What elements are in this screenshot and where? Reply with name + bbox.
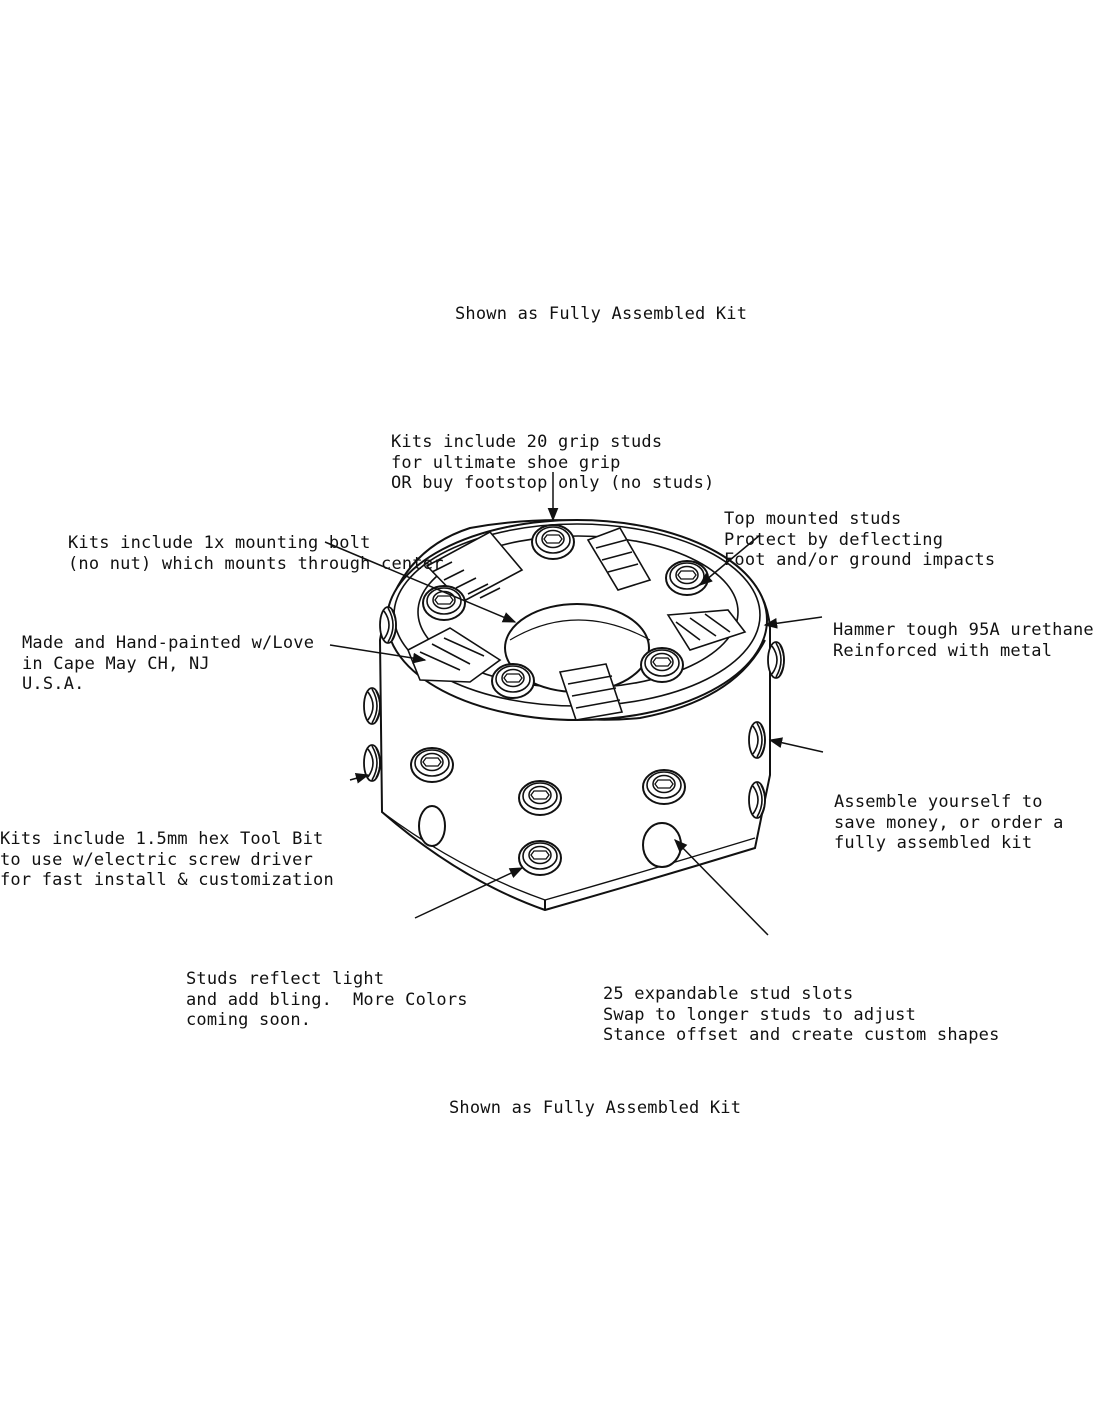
callout-top-mounted: Top mounted studs Protect by deflecting Foot and/or ground impacts [724,509,996,571]
callout-grip-studs: Kits include 20 grip studs for ultimate shoe grip OR buy footstop only (no studs) [391,432,715,494]
callout-assemble: Assemble yourself to save money, or order a fully assembled kit [834,792,1064,854]
caption-bottom: Shown as Fully Assembled Kit [449,1098,742,1118]
leader-tool-bit [350,775,368,780]
callout-reflect: Studs reflect light and add bling. More Colors coming soon. [186,969,468,1031]
callout-mounting-bolt: Kits include 1x mounting bolt (no nut) which mounts through center [68,533,444,574]
callout-hammer-tough: Hammer tough 95A urethane Reinforced with metal [833,620,1094,661]
callout-tool-bit: Kits include 1.5mm hex Tool Bit to use w/electric screw driver for fast install & customization [0,829,334,891]
leader-assemble [770,740,823,752]
leader-hammer-tough [765,617,822,625]
callout-made-in: Made and Hand-painted w/Love in Cape May CH, NJ U.S.A. [22,633,315,695]
caption-top: Shown as Fully Assembled Kit [455,304,748,324]
callout-slots: 25 expandable stud slots Swap to longer studs to adjust Stance offset and create custom shapes [603,984,1000,1046]
